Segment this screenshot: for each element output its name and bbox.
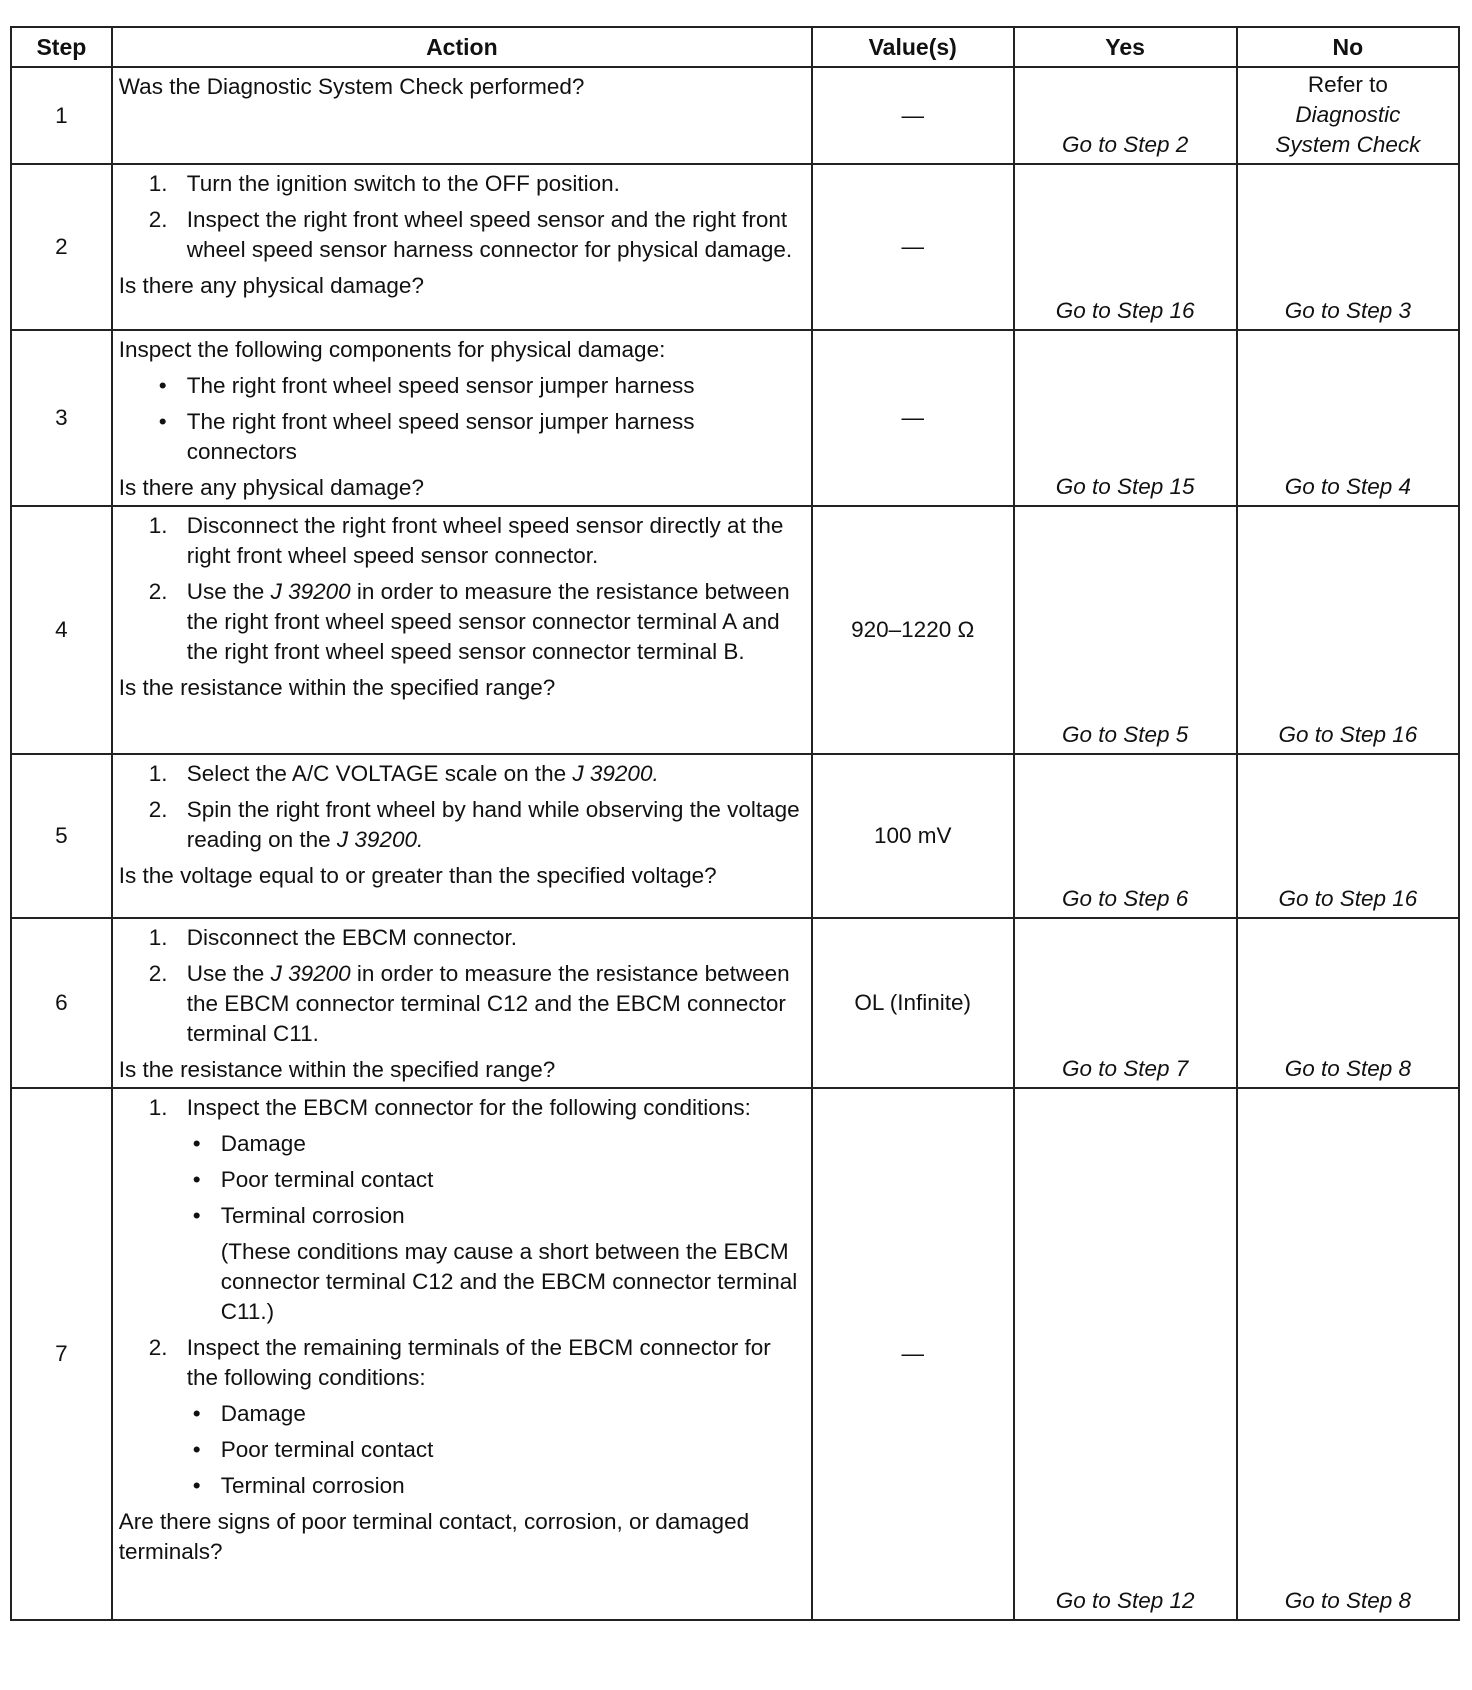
- yes-cell: Go to Step 6: [1014, 754, 1237, 918]
- value-cell: —: [812, 164, 1014, 330]
- step-number: 5: [11, 754, 112, 918]
- numbered-item: 2. Spin the right front wheel by hand while observing the voltage reading on the J 39200.: [148, 797, 800, 852]
- tool-reference: J 39200.: [336, 827, 424, 852]
- header-row: [11, 27, 1459, 67]
- no-cell: Go to Step 8: [1237, 918, 1459, 1088]
- question-text: Are there signs of poor terminal contact, corrosion, or damaged terminals?: [118, 1509, 750, 1564]
- value-cell: —: [812, 1088, 1014, 1620]
- table-row: [11, 506, 1459, 754]
- value-cell: 100 mV: [812, 754, 1014, 918]
- numbered-item: 1. Turn the ignition switch to the OFF position.: [148, 171, 620, 196]
- action-cell: [112, 754, 812, 918]
- action-cell: [112, 67, 812, 164]
- no-cell: Go to Step 8: [1237, 1088, 1459, 1620]
- step-number: 1: [11, 67, 112, 164]
- question-text: Is there any physical damage?: [118, 273, 424, 298]
- table-row: [11, 330, 1459, 506]
- yes-cell: Go to Step 12: [1014, 1088, 1237, 1620]
- value-cell: 920–1220 Ω: [812, 506, 1014, 754]
- header-step: Step: [11, 27, 112, 67]
- question-text: Is there any physical damage?: [118, 475, 424, 500]
- numbered-item: 1. Inspect the EBCM connector for the following conditions:: [148, 1095, 751, 1120]
- yes-cell: Go to Step 16: [1014, 164, 1237, 330]
- numbered-item: 2. Use the J 39200 in order to measure the resistance between the EBCM connector terminal C12 and the EBCM connector terminal C11.: [148, 961, 790, 1046]
- table-row: [11, 1088, 1459, 1620]
- bullet-item: • The right front wheel speed sensor jumper harness: [158, 373, 695, 398]
- action-cell: [112, 918, 812, 1088]
- numbered-item: 2. Inspect the right front wheel speed sensor and the right front wheel speed sensor harness connector for physical damage.: [148, 207, 793, 262]
- value-cell: OL (Infinite): [812, 918, 1014, 1088]
- bullet-item: • Terminal corrosion: [192, 1473, 405, 1498]
- yes-cell: Go to Step 5: [1014, 506, 1237, 754]
- numbered-item: 1. Select the A/C VOLTAGE scale on the J 39200.: [148, 761, 659, 786]
- question-text: Is the resistance within the specified range?: [118, 1057, 556, 1082]
- question-text: Is the resistance within the specified range?: [118, 675, 556, 700]
- tool-reference: J 39200.: [572, 761, 659, 786]
- tool-reference: J 39200: [270, 579, 351, 604]
- table-row: [11, 754, 1459, 918]
- table-row: [11, 67, 1459, 164]
- bullet-item: • Poor terminal contact: [192, 1167, 434, 1192]
- value-cell: —: [812, 67, 1014, 164]
- diagnostic-table: [10, 26, 1460, 1621]
- table-row: [11, 918, 1459, 1088]
- header-action: Action: [112, 27, 812, 67]
- bullet-item: • Damage: [192, 1131, 306, 1156]
- refer-link-line2: System Check: [1275, 132, 1421, 157]
- table-row: [11, 164, 1459, 330]
- yes-cell: Go to Step 2: [1014, 67, 1237, 164]
- step-number: 6: [11, 918, 112, 1088]
- note-text: (These conditions may cause a short between the EBCM connector terminal C12 and the EBCM connector terminal C11.): [220, 1239, 798, 1324]
- value-cell: —: [812, 330, 1014, 506]
- bullet-item: • Poor terminal contact: [192, 1437, 434, 1462]
- bullet-item: • The right front wheel speed sensor jumper harness connectors: [158, 409, 695, 464]
- question-text: Is the voltage equal to or greater than the specified voltage?: [118, 863, 717, 888]
- no-cell: [1237, 67, 1459, 164]
- yes-cell: Go to Step 15: [1014, 330, 1237, 506]
- yes-cell: Go to Step 7: [1014, 918, 1237, 1088]
- no-cell: Go to Step 4: [1237, 330, 1459, 506]
- action-cell: [112, 1088, 812, 1620]
- action-cell: [112, 164, 812, 330]
- numbered-item: 1. Disconnect the EBCM connector.: [148, 925, 517, 950]
- header-yes: Yes: [1014, 27, 1237, 67]
- no-cell: Go to Step 3: [1237, 164, 1459, 330]
- step-number: 4: [11, 506, 112, 754]
- refer-label: Refer to: [1307, 72, 1388, 97]
- numbered-item: 1. Disconnect the right front wheel speed sensor directly at the right front wheel speed sensor connector.: [148, 513, 784, 568]
- refer-link-line1: Diagnostic: [1295, 102, 1401, 127]
- action-text: Was the Diagnostic System Check performed?: [118, 74, 585, 99]
- action-text: Inspect the following components for physical damage:: [118, 337, 666, 362]
- action-cell: [112, 330, 812, 506]
- bullet-item: • Damage: [192, 1401, 306, 1426]
- no-cell: Go to Step 16: [1237, 754, 1459, 918]
- bullet-item: • Terminal corrosion: [192, 1203, 405, 1228]
- step-number: 3: [11, 330, 112, 506]
- numbered-item: 2. Inspect the remaining terminals of the EBCM connector for the following conditions:: [148, 1335, 771, 1390]
- numbered-item: 2. Use the J 39200 in order to measure the resistance between the right front wheel speed sensor connector terminal A and the right front wheel speed sensor connector terminal B.: [148, 579, 790, 664]
- header-no: No: [1237, 27, 1459, 67]
- tool-reference: J 39200: [270, 961, 351, 986]
- header-value: Value(s): [812, 27, 1014, 67]
- action-cell: [112, 506, 812, 754]
- step-number: 2: [11, 164, 112, 330]
- no-cell: Go to Step 16: [1237, 506, 1459, 754]
- step-number: 7: [11, 1088, 112, 1620]
